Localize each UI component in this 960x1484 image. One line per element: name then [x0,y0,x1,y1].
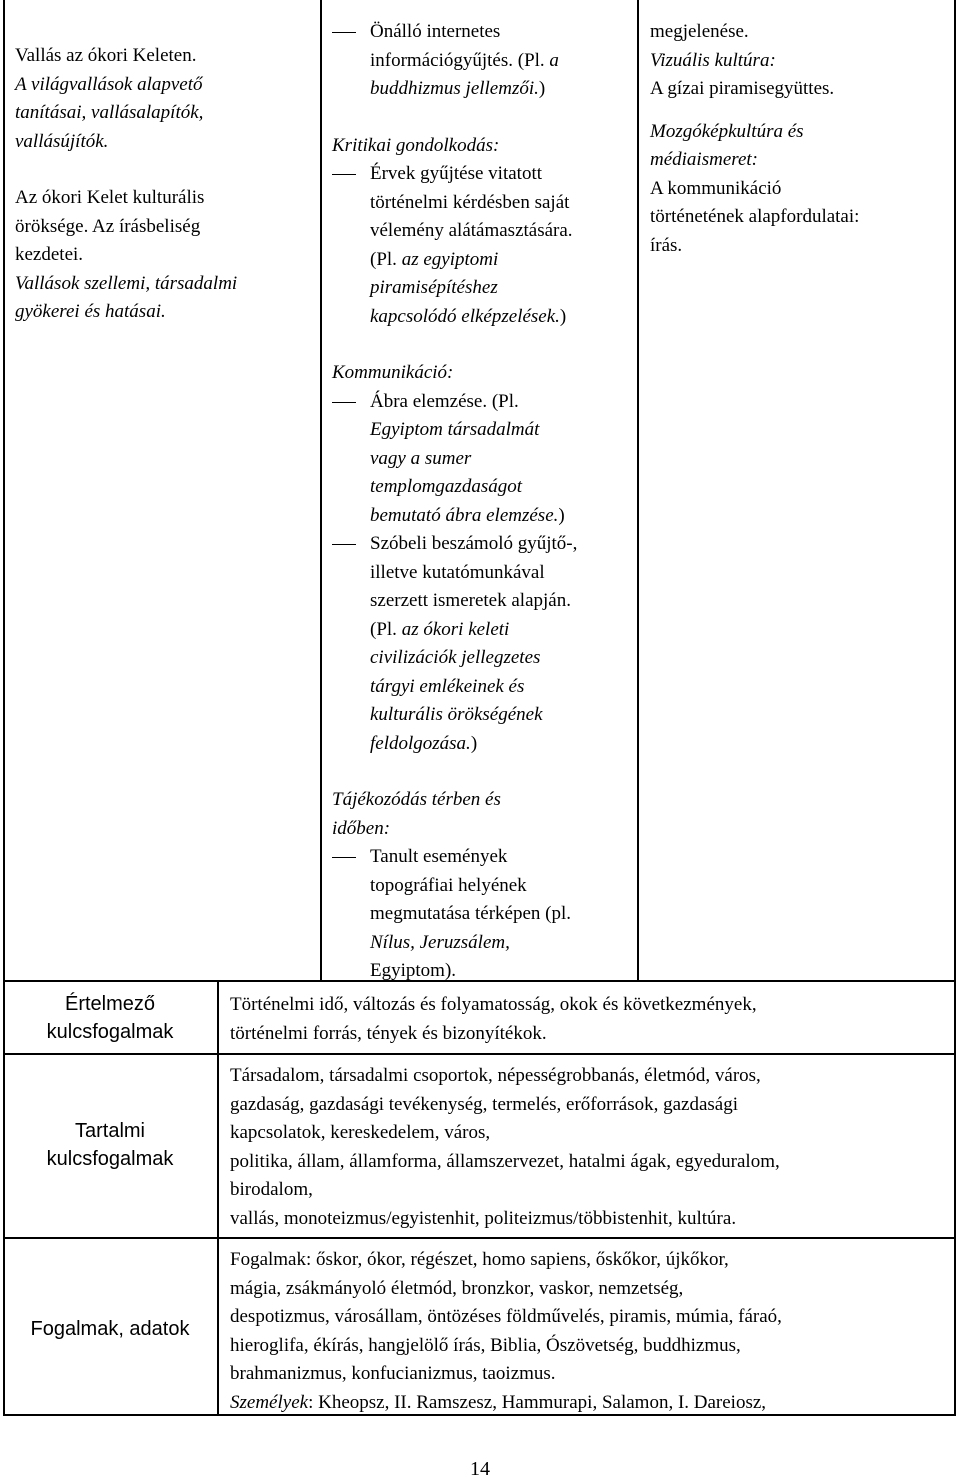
label-tartalmi: Tartalmi kulcsfogalmak [46,1120,174,1170]
topic-line: A világvallások alapvető [15,73,203,95]
page-number: 14 [470,1458,490,1480]
table-border-left [3,0,5,1416]
fogalmak-content: Fogalmak: őskor, ókor, régészet, homo sapiens, őskőkor, újkőkor, mágia, zsákmányoló életmód, bronzkor, vaskor, nemzetség, despotizmus, városállam, öntözéses földművelés, piramis, múmia, fáraó, hieroglifa, ékírás, hangjelölő írás, Biblia, Ószövetség, buddhizmus, brahmanizmus, konfucianizmus, taoizmus. Személyek: Kheopsz, II. Ramszesz, Hammurapi, Salamon, I. Dareiosz, [230,1249,782,1413]
topic-line: gyökerei és hatásai. [15,301,166,322]
tartalmi-content: Társadalom, társadalmi csoportok, népességrobbanás, életmód, város, gazdaság, gazdasági tevékenység, termelés, erőforrások, gazdasági kapcsolatok, kereskedelem, város, politika, állam, államforma, államszervezet, hatalmi ágak, egyeduralom, birodalom, vallás, monoteizmus/egyistenhit, politeizmus/többistenhit, kultúra. [230,1065,780,1229]
skills-column [332,18,632,986]
ertelmezo-content: Történelmi idő, változás és folyamatosság, okok és következmények, történelmi forrás, tények és bizonyítékok. [230,994,757,1044]
bullet-item: Tanult események topográfiai helyének megmutatása térképen (pl. Nílus, Jeruzsálem, Egyiptom). [332,843,632,986]
section-heading: médiaismeret: [650,149,758,170]
bullet-item: Önálló internetes információgyűjtés. (Pl. a buddhizmus jellemzői.) [332,18,632,104]
table-border-right [954,0,956,1416]
column-divider-1 [320,0,322,981]
label-ertelmezo: Értelmező kulcsfogalmak [46,993,174,1043]
section-heading: Kommunikáció: [332,362,454,383]
topic-line: vallásújítók. [15,130,109,152]
row-divider-1 [3,1053,956,1055]
topic-line: Vallások szellemi, társadalmi [15,272,238,294]
topic-column [15,42,315,327]
section-heading: Kritikai gondolkodás: [332,134,500,156]
bullet-item: Szóbeli beszámoló gyűjtő-, illetve kutatómunkával szerzett ismeretek alapján. (Pl. az ókori keleti civilizációk jellegzetes tárgyi emlékeinek és kulturális örökségének feldolgozása.) [332,530,632,758]
column-divider-2 [637,0,639,981]
topic-line: öröksége. Az írásbeliség [15,215,201,237]
label-fogalmak: Fogalmak, adatok [30,1318,190,1340]
label-divider [217,981,219,1416]
bullet-item: Érvek gyűjtése vitatott történelmi kérdésben saját vélemény alátámasztására. (Pl. az egyiptomi piramisépítéshez kapcsolódó elképzelések.) [332,160,632,331]
topic-line: kezdetei. [15,244,84,265]
bullet-item: Ábra elemzése. (Pl. Egyiptom társadalmát vagy a sumer templomgazdaságot bemutató ábra elemzése.) [332,388,632,531]
topic-line: Az ókori Kelet kulturális [15,187,205,208]
section-heading: Tájékozódás térben és [332,789,501,810]
row-divider-2 [3,1237,956,1239]
section-heading: Mozgóképkultúra és [650,120,804,142]
topic-line: tanításai, vallásalapítók, [15,102,204,123]
connections-column: megjelenése. Vizuális kultúra: A gízai piramisegyüttes. Mozgóképkultúra és médiaismeret: A kommunikáció történetének alapfordulatai: írás. [650,18,950,260]
topic-line: Vallás az ókori Keleten. [15,45,197,66]
section-heading: időben: [332,817,391,839]
section-heading: Vizuális kultúra: [650,49,776,71]
